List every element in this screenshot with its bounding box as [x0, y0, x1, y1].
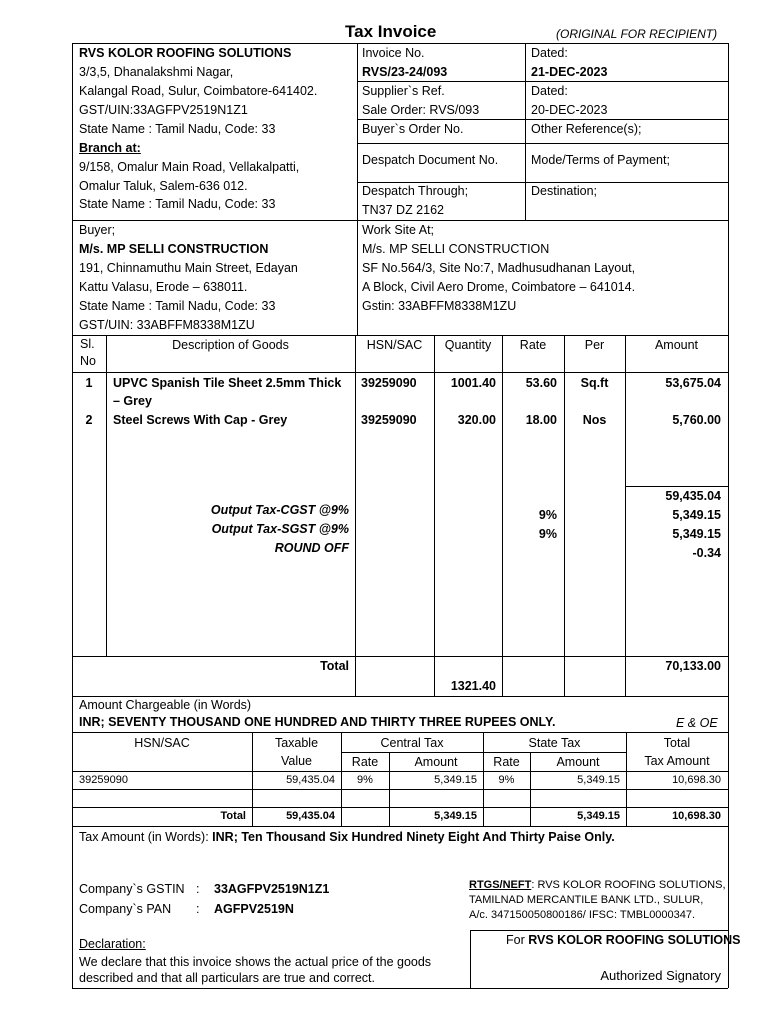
tax-row-hsn: 39259090	[79, 774, 128, 786]
tax-row-total: 10,698.30	[672, 774, 721, 786]
sgst-rate: 9%	[538, 527, 557, 541]
total-amount: 70,133.00	[665, 659, 721, 673]
seller-gstin: GST/UIN:33AGFPV2519N1Z1	[79, 103, 248, 117]
despatch-through-label: Despatch Through;	[362, 184, 469, 198]
dated-label: Dated:	[531, 46, 568, 60]
buyer-address-line: 191, Chinnamuthu Main Street, Edayan	[79, 261, 298, 275]
tax-total-amount: 10,698.30	[672, 810, 721, 822]
column-header-no: No	[80, 354, 96, 368]
tax-row-central-amount: 5,349.15	[434, 774, 477, 786]
bank-label: RTGS/NEFT	[469, 879, 532, 891]
declaration-label: Declaration:	[79, 937, 146, 951]
subtotal-amount: 59,435.04	[665, 489, 721, 503]
cgst-amount: 5,349.15	[672, 508, 721, 522]
copy-label: (ORIGINAL FOR RECIPIENT)	[556, 27, 718, 41]
work-site-address-line: SF No.564/3, Site No:7, Madhusudhanan Layout,	[362, 261, 636, 275]
item-quantity: 1001.40	[450, 376, 496, 390]
seller-address-line: Kalangal Road, Sulur, Coimbatore-641402.	[79, 84, 318, 98]
item-rate: 18.00	[525, 413, 557, 427]
item-description: UPVC Spanish Tile Sheet 2.5mm Thick	[113, 376, 342, 390]
company-gstin: 33AGFPV2519N1Z1	[214, 882, 330, 896]
tax-total-central-amount: 5,349.15	[434, 810, 477, 822]
seller-address-line: 3/3,5, Dhanalakshmi Nagar,	[79, 65, 234, 79]
dated2-label: Dated:	[531, 84, 568, 98]
supplier-ref-label: Supplier`s Ref.	[362, 84, 445, 98]
tax-column-header-hsn: HSN/SAC	[134, 736, 190, 750]
signature-for-label: For	[506, 933, 525, 947]
tax-total-taxable: 59,435.04	[286, 810, 335, 822]
amount-words-text: INR; SEVENTY THOUSAND ONE HUNDRED AND THIRTY THREE RUPEES ONLY.	[79, 715, 556, 729]
declaration-text: We declare that this invoice shows the actual price of the goods	[79, 955, 432, 969]
item-hsn: 39259090	[361, 413, 417, 427]
buyer-label: Buyer;	[79, 223, 116, 237]
tax-column-header-taxable: Taxable	[274, 736, 319, 750]
tax-column-header-total: Total	[663, 736, 691, 750]
item-description: Steel Screws With Cap - Grey	[113, 413, 288, 427]
company-gstin-colon: :	[196, 882, 200, 896]
buyer-gstin: GST/UIN: 33ABFFM8338M1ZU	[79, 318, 255, 332]
branch-address-line: Omalur Taluk, Salem-636 012.	[79, 179, 248, 193]
roundoff-label: ROUND OFF	[274, 541, 349, 555]
vehicle-number: TN37 DZ 2162	[362, 203, 444, 217]
item-description-cont: – Grey	[113, 394, 152, 408]
item-amount: 5,760.00	[672, 413, 721, 427]
invoice-date: 21-DEC-2023	[531, 65, 608, 79]
tax-column-header-total-amount: Tax Amount	[644, 754, 710, 768]
tax-column-header-central-amount: Amount	[414, 755, 458, 769]
item-hsn: 39259090	[361, 376, 417, 390]
despatch-document-label: Despatch Document No.	[362, 153, 499, 167]
sale-order: Sale Order: RVS/093	[362, 103, 480, 117]
work-site-label: Work Site At;	[362, 223, 435, 237]
buyer-state: State Name : Tamil Nadu, Code: 33	[79, 299, 276, 313]
tax-column-header-state: State Tax	[528, 736, 581, 750]
eoe-label: E & OE	[676, 716, 718, 730]
other-reference-label: Other Reference(s);	[531, 122, 642, 136]
company-pan: AGFPV2519N	[214, 902, 294, 916]
tax-row-taxable: 59,435.04	[286, 774, 335, 786]
signature-company: RVS KOLOR ROOFING SOLUTIONS	[528, 933, 741, 947]
item-sl: 2	[85, 413, 93, 427]
mode-terms-label: Mode/Terms of Payment;	[531, 153, 670, 167]
destination-label: Destination;	[531, 184, 598, 198]
item-sl: 1	[85, 376, 93, 390]
tax-total-label: Total	[220, 810, 246, 822]
authorized-signatory: Authorized Signatory	[600, 968, 721, 983]
bank-account-name: : RVS KOLOR ROOFING SOLUTIONS,	[531, 879, 726, 891]
item-rate: 53.60	[525, 376, 557, 390]
sgst-amount: 5,349.15	[672, 527, 721, 541]
column-header-rate: Rate	[519, 338, 547, 352]
work-site-gstin: Gstin: 33ABFFM8338M1ZU	[362, 299, 517, 313]
tax-column-header-state-rate: Rate	[493, 755, 520, 769]
amount-words-label: Amount Chargeable (in Words)	[79, 698, 252, 712]
roundoff-amount: -0.34	[692, 546, 721, 560]
company-pan-colon: :	[196, 902, 200, 916]
invoice-no: RVS/23-24/093	[362, 65, 448, 79]
work-site-name: M/s. MP SELLI CONSTRUCTION	[362, 242, 550, 256]
tax-words	[79, 829, 615, 845]
buyer-address-line: Kattu Valasu, Erode – 638011.	[79, 280, 248, 294]
tax-words-text: INR; Ten Thousand Six Hundred Ninety Eight And Thirty Paise Only.	[212, 830, 615, 844]
tax-row-state-amount: 5,349.15	[577, 774, 620, 786]
tax-row-central-rate: 9%	[357, 774, 373, 786]
buyer-order-label: Buyer`s Order No.	[362, 122, 464, 136]
invoice-no-label: Invoice No.	[362, 46, 425, 60]
company-gstin-label: Company`s GSTIN	[79, 882, 185, 896]
column-header-per: Per	[584, 338, 605, 352]
seller-state: State Name : Tamil Nadu, Code: 33	[79, 122, 276, 136]
total-label: Total	[320, 659, 349, 673]
invoice-title: Tax Invoice	[345, 22, 437, 41]
work-site-address-line: A Block, Civil Aero Drome, Coimbatore – 641014.	[362, 280, 636, 294]
column-header-description: Description of Goods	[172, 338, 289, 352]
seller-name: RVS KOLOR ROOFING SOLUTIONS	[79, 46, 292, 60]
tax-words-label: Tax Amount (in Words):	[79, 830, 209, 844]
company-pan-label: Company`s PAN	[79, 902, 172, 916]
cgst-rate: 9%	[538, 508, 557, 522]
item-per: Nos	[582, 413, 607, 427]
tax-column-header-state-amount: Amount	[556, 755, 600, 769]
bank-line	[469, 878, 726, 892]
tax-column-header-central-rate: Rate	[351, 755, 379, 769]
tax-row-state-rate: 9%	[498, 774, 515, 786]
total-quantity: 1321.40	[450, 679, 496, 693]
column-header-sl: Sl.	[80, 337, 95, 351]
bank-account-ifsc: A/c. 347150050800186/ IFSC: TMBL0000347.	[469, 909, 696, 921]
tax-column-header-central: Central Tax	[380, 736, 444, 750]
signature-for	[506, 932, 741, 948]
buyer-name: M/s. MP SELLI CONSTRUCTION	[79, 242, 269, 256]
item-per: Sq.ft	[580, 376, 609, 390]
declaration-text: described and that all particulars are true and correct.	[79, 971, 375, 985]
item-amount: 53,675.04	[665, 376, 721, 390]
tax-column-header-taxable-value: Value	[280, 754, 313, 768]
item-quantity: 320.00	[457, 413, 496, 427]
column-header-quantity: Quantity	[444, 338, 492, 352]
tax-total-state-amount: 5,349.15	[577, 810, 620, 822]
bank-name: TAMILNAD MERCANTILE BANK LTD., SULUR,	[469, 894, 704, 906]
column-header-amount: Amount	[654, 338, 699, 352]
branch-state: State Name : Tamil Nadu, Code: 33	[79, 197, 276, 211]
branch-label: Branch at:	[79, 141, 141, 155]
column-header-hsn: HSN/SAC	[366, 338, 423, 352]
sale-order-date: 20-DEC-2023	[531, 103, 608, 117]
branch-address-line: 9/158, Omalur Main Road, Vellakalpatti,	[79, 160, 300, 174]
cgst-label: Output Tax-CGST @9%	[210, 503, 349, 517]
sgst-label: Output Tax-SGST @9%	[211, 522, 349, 536]
